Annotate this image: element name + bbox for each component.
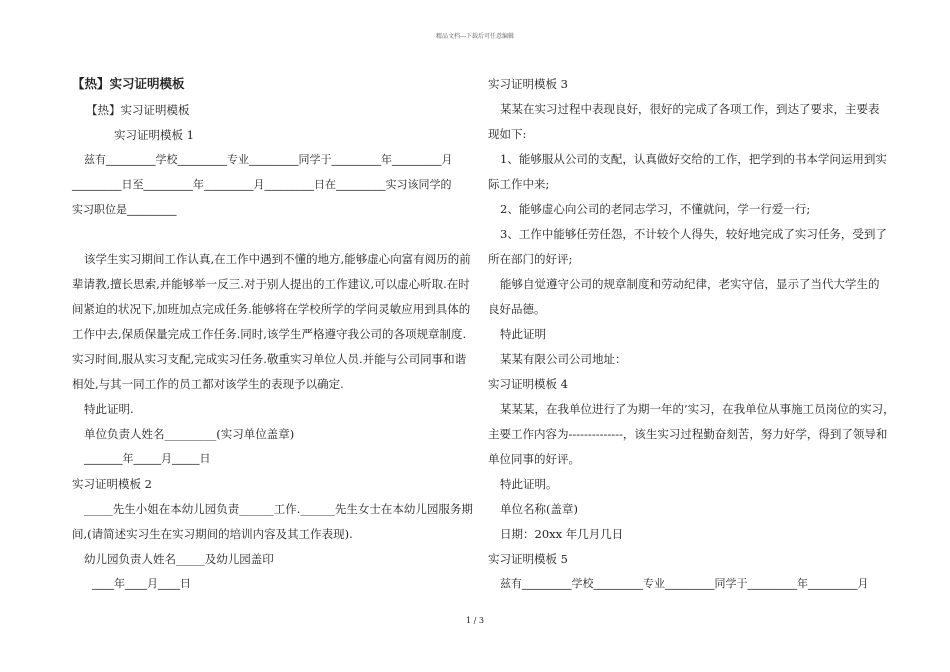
section-heading-3: 实习证明模板 3 — [488, 77, 568, 91]
certification-line: 特此证明 — [500, 327, 546, 341]
paragraph-line: 实习时间,服从实习支配,完成实习任务.敬重实习单位人员.并能与公司同事和谐 — [72, 352, 467, 366]
paragraph-line: 良好品德。 — [488, 302, 546, 316]
list-item-continued: 所在部门的好评; — [488, 252, 573, 266]
paragraph-line: 实习职位是_________ — [72, 203, 177, 216]
paragraph-line: 兹有_________学校_________专业_________同学于_________年_________月 — [84, 153, 453, 166]
signature-line: 单位名称(盖章) — [500, 502, 578, 516]
paragraph-line: 兹有_________学校_________专业_________同学于_________年_________月 — [500, 577, 869, 590]
date-line: _______年_____月_____日 — [84, 452, 211, 465]
paragraph-line: 相处,与其一同工作的员工都对该学生的表现予以确定. — [72, 377, 344, 391]
paragraph-line: 该学生实习期间工作认真,在工作中遇到不懂的地方,能够虚心向富有阅历的前 — [84, 252, 471, 266]
signature-line: 单位负责人姓名_________(实习单位盖章) — [84, 427, 295, 441]
paragraph-line: _____先生小姐在本幼儿园负责______工作.______先生女士在本幼儿园服务期 — [84, 502, 473, 516]
page-header: 精品文档---下载后可任意编辑 — [435, 33, 515, 40]
section-heading-1: 实习证明模板 1 — [114, 128, 194, 142]
list-item: 2、能够虚心向公司的老同志学习，不懂就问，学一行爱一行; — [500, 202, 811, 216]
paragraph-line: 某某某，在我单位进行了为期一年的’实习，在我单位从事施工员岗位的实习， — [500, 402, 895, 416]
certification-line: 特此证明. — [84, 402, 134, 416]
paragraph-line: 间紧迫的状况下,加班加点完成任务.能够将在学校所学的学问灵敏应用到具体的 — [72, 302, 471, 316]
address-line: 某某有限公司公司地址： — [500, 352, 627, 366]
paragraph-line: 现如下: — [488, 127, 527, 141]
page-number: 1 / 3 — [466, 616, 484, 625]
date-line: ____年____月____日 — [92, 577, 191, 590]
date-line: 日期：20xx 年几月几日 — [500, 527, 624, 541]
section-heading-5: 实习证明模板 5 — [488, 552, 568, 566]
document-title: 【热】实习证明模板 — [72, 76, 185, 91]
list-item: 3、工作中能够任劳任怨，不计较个人得失，较好地完成了实习任务，受到了 — [500, 227, 887, 241]
section-heading-4: 实习证明模板 4 — [488, 377, 568, 391]
paragraph-line: 工作中去,保质保量完成工作任务.同时,该学生严格遵守我公司的各项规章制度. — [72, 327, 467, 341]
paragraph-line: 间,(请简述实习生在实习期间的培训内容及其工作表现). — [72, 527, 353, 541]
certification-line: 特此证明。 — [500, 477, 558, 491]
paragraph-line: 某某在实习过程中表现良好，很好的完成了各项工作，到达了要求，主要表 — [500, 102, 880, 116]
subtitle: 【热】实习证明模板 — [86, 103, 190, 117]
list-item-continued: 际工作中来; — [488, 177, 550, 191]
paragraph-line: 单位同事的好评。 — [488, 452, 580, 466]
paragraph-line: _________日至_________年_________月_________日在_________实习该同学的 — [72, 178, 452, 191]
list-item: 1、能够服从公司的支配，认真做好交给的工作，把学到的书本学问运用到实 — [500, 152, 887, 166]
paragraph-line: 辈请教,擅长思索,并能够举一反三.对于别人提出的工作建议,可以虚心听取.在时 — [72, 277, 470, 291]
paragraph-line: 主要工作内容为--------------，该生实习过程勤奋刻苦，努力好学，得到了领导和 — [488, 427, 888, 441]
paragraph-line: 能够自觉遵守公司的规章制度和劳动纪律，老实守信，显示了当代大学生的 — [500, 277, 880, 291]
signature-line: 幼儿园负责人姓名_____及幼儿园盖印 — [84, 552, 274, 566]
section-heading-2: 实习证明模板 2 — [72, 477, 152, 491]
